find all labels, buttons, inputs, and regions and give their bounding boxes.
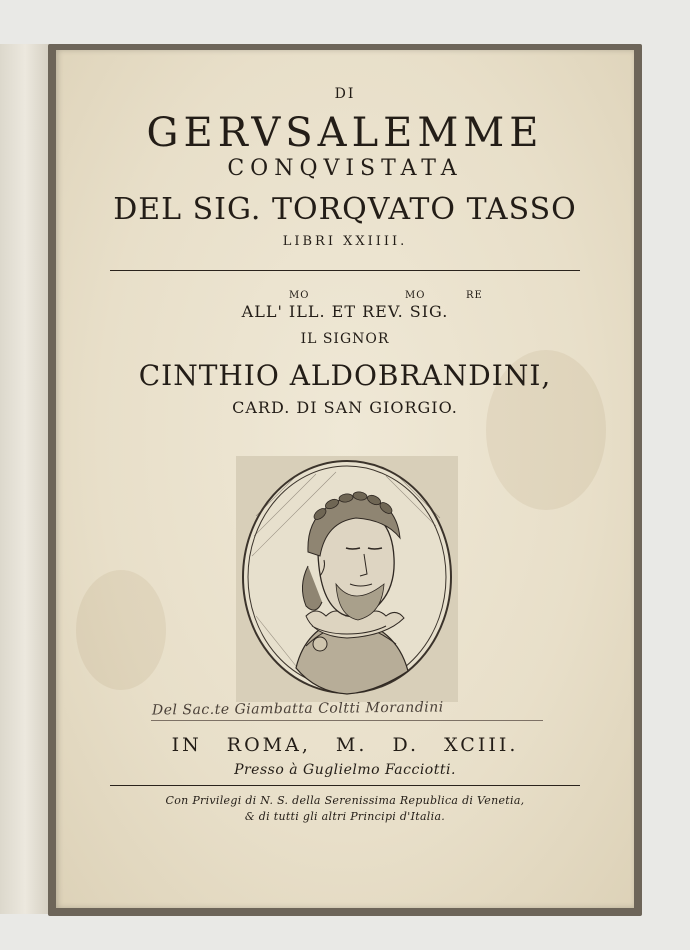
book-subtitle: CONQVISTATA [227, 156, 463, 181]
dedication-signor: IL SIGNOR [300, 331, 390, 347]
handwritten-underline [151, 720, 543, 721]
imprint-printer: Presso à Guglielmo Facciotti. [234, 762, 456, 778]
divider-rule [110, 270, 580, 271]
imprint-place-date: IN ROMA, M. D. XCIII. [171, 734, 519, 756]
superscript: MO [405, 290, 426, 301]
title-prefix: DI [334, 86, 356, 102]
superscript: MO [289, 290, 310, 301]
dedicatee-title: CARD. DI SAN GIORGIO. [232, 398, 458, 417]
privilege-line-1: Con Privilegi di N. S. della Serenissima Republica di Venetia, [165, 794, 525, 807]
divider-rule [110, 785, 580, 786]
paper-stain [76, 570, 166, 690]
dedication-line: ALL' ILL. ET REV. SIG. [241, 302, 449, 321]
book-title: GERVSALEMME [146, 110, 544, 156]
title-page [56, 50, 634, 908]
book-volumes: LIBRI XXIIII. [282, 234, 408, 249]
superscript: RE [466, 290, 483, 301]
book-author: DEL SIG. TORQVATO TASSO [113, 192, 577, 227]
portrait-engraving-icon [236, 456, 458, 702]
privilege-line-2: & di tutti gli altri Principi d'Italia. [244, 810, 446, 823]
handwritten-provenance-note: Del Sac.te Giambatta Coltti Morandini [151, 699, 444, 719]
dedicatee-name: CINTHIO ALDOBRANDINI, [138, 359, 552, 392]
